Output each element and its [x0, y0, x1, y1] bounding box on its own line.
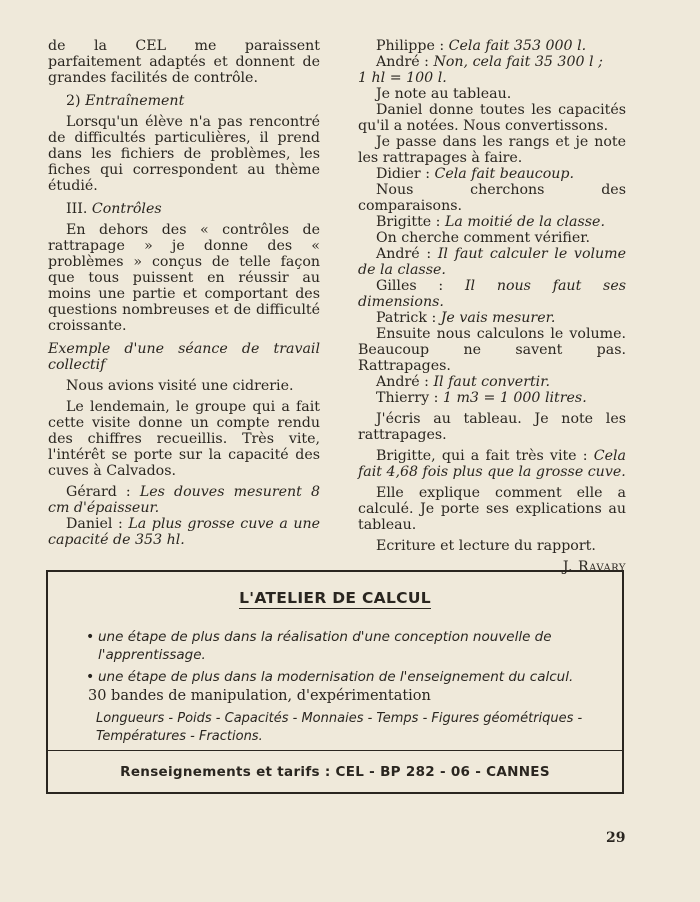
ad-bands-line: 30 bandes de manipulation, d'expérimentation — [88, 688, 431, 704]
speaker-name: Gilles : — [376, 278, 444, 294]
dialogue-line — [358, 214, 626, 230]
heading-text: Contrôles — [91, 201, 162, 217]
ad-topics-list: Longueurs - Poids - Capacités - Monnaies - Temps - Figures géométriques - Températures - Fractions. — [96, 711, 583, 744]
dialogue-line — [48, 516, 320, 548]
speaker-name: Patrick : — [376, 310, 437, 326]
page-number: 29 — [606, 830, 626, 846]
section-heading-entrainement — [48, 93, 320, 109]
ad-bullet — [88, 628, 598, 664]
left-column — [48, 38, 320, 548]
dialogue-line — [358, 38, 626, 54]
paragraph: Elle explique comment elle a calculé. Je porte ses explications au tableau. — [358, 485, 626, 533]
paragraph: Ensuite nous calculons le volume. Beaucoup ne savent pas. Rattrapages. — [358, 326, 626, 374]
paragraph: Je note au tableau. — [376, 86, 512, 102]
dialogue-line — [358, 54, 626, 70]
speaker-name: Brigitte : — [376, 214, 441, 230]
paragraph: J'écris au tableau. Je note les rattrapages. — [358, 411, 626, 443]
speaker-text: Les douves mesurent 8 cm d'épaisseur. — [48, 484, 320, 516]
speaker-text: Il faut calculer le volume de la classe. — [358, 246, 627, 278]
heading-number: 2) — [66, 93, 81, 109]
heading-text: Entraînement — [85, 93, 185, 109]
speaker-text: Je vais mesurer. — [440, 310, 556, 326]
speaker-name: Gérard : — [66, 484, 131, 500]
speaker-name: Daniel : — [66, 516, 123, 532]
section-heading-exemple: Exemple d'une séance de travail collectif — [48, 341, 320, 373]
paragraph: Daniel donne toutes les capacités qu'il a notées. Nous convertissons. — [358, 102, 626, 134]
paragraph: Je passe dans les rangs et je note les rattrapages à faire. — [358, 134, 626, 166]
bullet-dot-icon: • — [86, 669, 95, 685]
speaker-text: 1 m3 = 1 000 litres. — [442, 390, 587, 406]
ad-bullet-text: une étape de plus dans la modernisation de l'enseignement du calcul. — [98, 669, 574, 685]
speaker-text: Il nous faut ses dimensions. — [358, 278, 626, 310]
speaker-name: André : — [376, 54, 429, 70]
speaker-name: Thierry : — [376, 390, 439, 406]
advertisement-box — [46, 570, 624, 794]
speaker-text: La moitié de la classe. — [444, 214, 605, 230]
bullet-dot-icon: • — [86, 629, 95, 645]
dialogue-line — [358, 246, 626, 278]
paragraph: Nous avions visité une cidrerie. — [66, 378, 294, 394]
paragraph: On cherche comment vérifier. — [376, 230, 590, 246]
dialogue-line — [358, 448, 626, 480]
section-heading-controles — [48, 201, 320, 217]
paragraph: de la CEL me paraissent parfaitement adaptés et donnent de grandes facilités de contrôle. — [48, 38, 320, 86]
right-column — [358, 38, 626, 575]
ad-title — [48, 589, 622, 607]
speaker-text: Cela fait 353 000 l. — [448, 38, 587, 54]
ad-divider — [48, 750, 622, 751]
paragraph: Le lendemain, le groupe qui a fait cette visite donne un compte rendu des chiffres recueillis. Très vite, l'intérêt se porte sur la capacité des cuves à Calvados. — [48, 399, 320, 479]
speaker-text: Il faut convertir. — [433, 374, 550, 390]
speaker-name: André : — [376, 374, 429, 390]
speaker-name: Philippe : — [376, 38, 445, 54]
dialogue-line — [358, 390, 626, 406]
dialogue-line — [358, 374, 626, 390]
dialogue-continuation: 1 hl = 100 l. — [358, 70, 447, 86]
ad-title-text: L'ATELIER DE CALCUL — [239, 589, 431, 607]
speaker-text: La plus grosse cuve a une capacité de 353 hl. — [48, 516, 320, 548]
paragraph: Lorsqu'un élève n'a pas rencontré de difficultés particulières, il prend dans les fichiers de problèmes, les fiches qui correspondent au thème étudié. — [48, 114, 320, 194]
paragraph: Nous cherchons des comparaisons. — [358, 182, 626, 214]
speaker-name: André : — [376, 246, 432, 262]
ad-bullet-text: une étape de plus dans la réalisation d'une conception nouvelle de l'apprentissage. — [98, 629, 552, 663]
ad-bullet — [88, 668, 598, 686]
dialogue-line — [358, 310, 626, 326]
speaker-text: Non, cela fait 35 300 l ; — [433, 54, 603, 70]
dialogue-line — [48, 484, 320, 516]
speaker-name: Brigitte, qui a fait très vite : — [376, 448, 588, 464]
ad-contact-info: Renseignements et tarifs : CEL - BP 282 - 06 - CANNES — [120, 764, 550, 780]
heading-number: III. — [66, 201, 88, 217]
paragraph: Ecriture et lecture du rapport. — [376, 538, 596, 554]
dialogue-line — [358, 166, 626, 182]
paragraph: En dehors des « contrôles de rattrapage » je donne des « problèmes » conçus de telle façon que tous puissent en réussir au moins une partie et comportant des questions nombreuses et de difficulté croissante. — [48, 222, 320, 334]
author-signature: J. Ravary — [562, 559, 626, 575]
speaker-text: Cela fait beaucoup. — [434, 166, 575, 182]
speaker-name: Didier : — [376, 166, 430, 182]
dialogue-line — [358, 278, 626, 310]
speaker-text: Cela fait 4,68 fois plus que la grosse cuve. — [358, 448, 626, 480]
